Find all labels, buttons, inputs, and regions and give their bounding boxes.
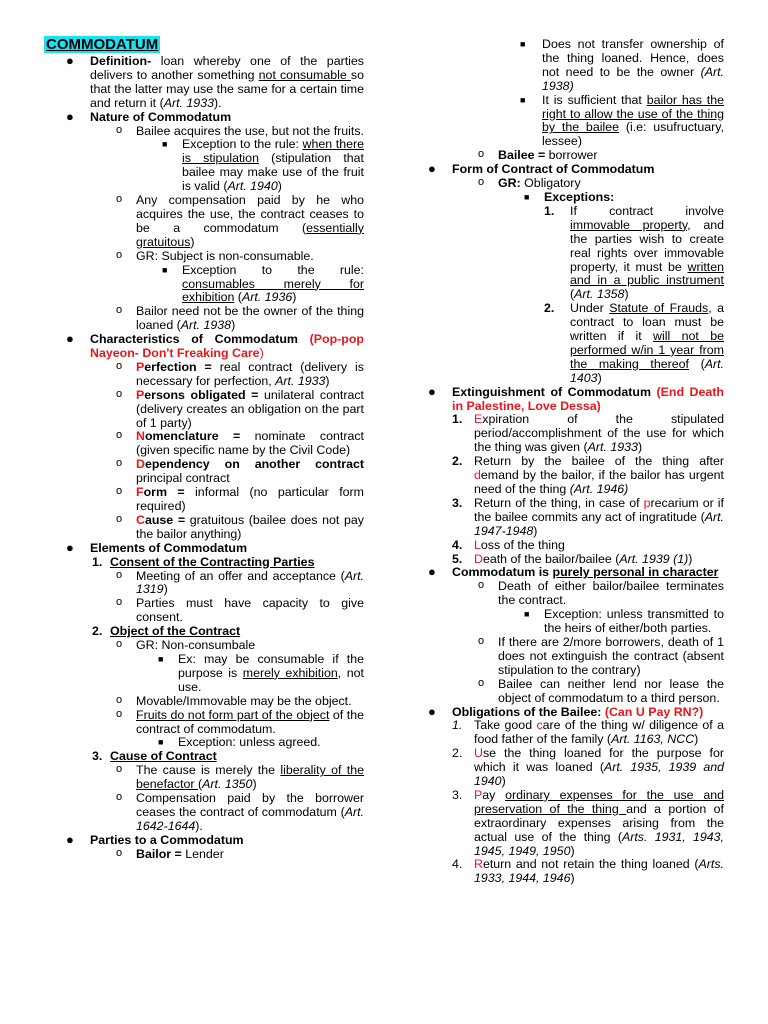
extinguishment-item (452, 539, 724, 553)
bailor-text: Lender (181, 846, 224, 861)
cause-text-2: ( (198, 777, 203, 792)
obligation-end: ) (570, 843, 575, 858)
list-number: 4. (452, 537, 463, 552)
article-ref: (Art. 1946) (569, 482, 629, 496)
circle-bullet-icon: o (116, 193, 123, 206)
exception-text-4: ) (597, 370, 602, 385)
circle-bullet-icon: o (116, 693, 123, 706)
main-list-right (412, 163, 724, 886)
bailor-item (90, 848, 364, 862)
form-exceptions (498, 191, 724, 386)
article-ref: (Art. 1938) (542, 64, 724, 93)
circle-bullet-icon: o (116, 457, 123, 470)
article-ref: Art. 1319 (136, 568, 364, 597)
article-ref: Art. 1935, 1939 and 1940 (474, 760, 724, 789)
mnemonic-letter: E (474, 412, 483, 427)
object-underline: Fruits do not form part of the object (136, 707, 330, 722)
bullet-icon: ● (428, 161, 436, 177)
extinguishment-text: xpiration of the stipulated period/accomplishment of the use for which the thing was given ( (474, 412, 724, 455)
elements-list (90, 556, 364, 834)
characteristic-text: real contract (delivery is necessary for perfection, (136, 359, 364, 388)
exceptions-list (544, 205, 724, 386)
circle-bullet-icon: o (116, 512, 123, 525)
personal-list (452, 580, 724, 705)
bullet-icon: ● (66, 53, 74, 68)
obligation-item (452, 789, 724, 859)
definition-text-3: ). (214, 95, 222, 110)
circle-bullet-icon: o (116, 387, 123, 400)
nature-item-text: Bailee acquires the use, but not the fruits. (136, 123, 364, 138)
obligation-item (452, 719, 724, 747)
characteristic-item (90, 361, 364, 389)
article-ref: Arts. 1933, 1944, 1946 (474, 857, 724, 886)
list-number: 3. (452, 787, 463, 802)
exception-underline-2: will not be performed w/in 1 year from the making thereof (570, 329, 724, 371)
consent-text: Parties must have capacity to give consent. (136, 596, 364, 625)
definition-text: loan whereby one of the parties delivers to another something (90, 54, 364, 82)
cause-item (110, 764, 364, 792)
obligation-text-2: and a portion of extraordinary expenses arising from the actual use of the thing ( (474, 801, 724, 844)
consent-text-2: ) (163, 582, 168, 597)
article-ref: Art. 1163, NCC (611, 732, 695, 747)
nature-item-4 (90, 305, 364, 333)
circle-bullet-icon: o (116, 763, 123, 776)
personal-underline: purely personal in character (552, 565, 719, 580)
cause-text-2: ). (195, 818, 203, 833)
square-bullet-icon: ■ (524, 191, 530, 202)
bailor-sub-item (412, 38, 724, 94)
elements-section (44, 539, 364, 834)
article-ref: Art. 1933 (275, 373, 326, 388)
list-number: 1. (452, 718, 463, 733)
personal-text: Bailee can neither lend nor lease the object of commodatum to a third person. (498, 676, 724, 705)
exception-text-4: ) (624, 287, 629, 302)
article-ref: Art. 1933 (587, 440, 638, 455)
characteristic-item (90, 458, 364, 486)
exception-text-3: ( (688, 356, 705, 371)
exception-underline: immovable property, (570, 217, 691, 232)
mnemonic-letter: D (474, 551, 483, 566)
mnemonic-close: ) (259, 346, 264, 361)
exception-1 (544, 205, 724, 302)
obligation-text: are of the thing w/ diligence of a food father of the family ( (474, 718, 724, 747)
exception-text: Exception: unless agreed. (178, 735, 321, 750)
characteristic-text: informal (no particular form required) (136, 485, 364, 513)
mnemonic-letter: P (474, 787, 483, 802)
characteristic-initial: C (136, 512, 145, 527)
circle-bullet-icon: o (116, 123, 123, 136)
extinguishment-item (452, 497, 724, 539)
bailor-sub-text: Does not transfer ownership of the thing loaned. Hence, does not need to be the owner (542, 37, 724, 79)
nature-item-underline: essentially gratuitous (136, 220, 364, 249)
exception-text: Ex: may be consumable if the purpose is (178, 651, 364, 680)
list-number: 2. (452, 746, 463, 761)
cause-text-3: ) (252, 777, 257, 792)
obligation-end: ) (570, 871, 575, 886)
exception-text-2: (stipulation that bailee may make use of the fruit is valid ( (182, 151, 364, 194)
form-gr (452, 177, 724, 386)
characteristics-mnemonic: (Pop-pop Nayeon- Don't Freaking Care (90, 332, 364, 361)
bailee-label: Bailee = (498, 148, 546, 163)
exception-underline-2: written and in a public instrument (570, 259, 724, 288)
definition-item (44, 55, 364, 111)
element-label: Cause of Contract (110, 749, 217, 764)
exception-text-2: , a contract to loan must be written if it (570, 301, 724, 344)
obligations-section (412, 703, 724, 887)
definition-underline: not consumable (258, 67, 351, 82)
bailor-sub-text: It is sufficient that (542, 92, 647, 107)
circle-bullet-icon: o (116, 596, 123, 609)
list-number: 2. (544, 301, 555, 316)
square-bullet-icon: ■ (520, 94, 526, 105)
article-ref: Art. 1947-1948 (474, 509, 724, 538)
article-ref: Art. 1940 (227, 179, 278, 194)
list-number: 3. (452, 495, 463, 510)
main-list-left (44, 55, 364, 862)
circle-bullet-icon: o (478, 148, 485, 161)
characteristics-heading: Characteristics of Commodatum (90, 332, 310, 347)
exception-text-2: ( (234, 290, 242, 305)
form-section (412, 163, 724, 386)
characteristic-end: ) (325, 373, 330, 388)
personal-item (452, 678, 724, 706)
consent-list (110, 570, 364, 626)
square-bullet-icon: ■ (162, 264, 168, 275)
circle-bullet-icon: o (116, 568, 123, 581)
personal-sublist (498, 608, 724, 636)
nature-sublist-2 (136, 264, 364, 306)
characteristic-initial: N (136, 429, 145, 444)
element-label: Object of the Contract (110, 624, 241, 639)
extinguishment-text: eath of the bailor/bailee ( (482, 551, 620, 566)
exception-text-3: ) (292, 290, 297, 305)
personal-exception (498, 608, 724, 636)
exception-underline: consumables merely for exhibition (182, 276, 364, 305)
characteristic-label: ersons obligated = (144, 387, 259, 402)
circle-bullet-icon: o (116, 429, 123, 442)
exception-underline: when there is stipulation (182, 137, 364, 166)
article-ref: Art. 1350 (202, 777, 253, 792)
nature-list (90, 125, 364, 334)
obligations-heading: Obligations of the Bailee: (452, 704, 605, 719)
article-ref: Art. 1403 (570, 356, 724, 385)
element-consent (90, 556, 364, 626)
extinguishment-item (452, 553, 724, 567)
bullet-icon: ● (428, 564, 436, 580)
obligation-underline: ordinary expenses for the use and preservation of the thing (474, 787, 724, 816)
definition-text-2: so that the latter may use the same for a certain time and return it ( (90, 67, 364, 110)
cause-list (110, 764, 364, 834)
exception-text: Exception to the rule: (182, 137, 303, 152)
personal-text: Death of either bailor/bailee terminates the contract. (498, 579, 724, 608)
object-text: Movable/Immovable may be the object. (136, 693, 352, 708)
obligation-text: se the thing loaned for the purpose for which it was loaned ( (474, 746, 724, 775)
personal-item (452, 636, 724, 678)
characteristic-initial: P (136, 359, 145, 374)
personal-heading: Commodatum is (452, 565, 553, 580)
extinguishment-end: ) (533, 523, 538, 538)
object-item (110, 695, 364, 709)
obligation-text: eturn and not retain the thing loaned ( (482, 857, 699, 872)
extinguishment-heading: Extinguishment of Commodatum (452, 384, 657, 399)
circle-bullet-icon: o (116, 791, 123, 804)
circle-bullet-icon: o (116, 485, 123, 498)
characteristic-text: gratuitous (bailee does not pay the bailor anything) (136, 512, 364, 541)
square-bullet-icon: ■ (158, 737, 164, 748)
cause-underline: liberality of the benefactor (136, 763, 364, 792)
article-ref: Arts. 1931, 1943, 1945, 1949, 1950 (474, 829, 724, 858)
extinguishment-text: oss of the thing (480, 537, 565, 552)
consent-text: Meeting of an offer and acceptance ( (136, 568, 345, 583)
obligation-item (452, 858, 724, 886)
mnemonic-letter: p (643, 495, 651, 510)
bailee-item (412, 149, 724, 163)
characteristics-list (90, 361, 364, 542)
nature-item-text: GR: Subject is non-consumable. (136, 248, 314, 263)
object-text: of the contract of commodatum. (136, 707, 364, 736)
article-ref: Art. 1933 (163, 95, 214, 110)
definition-label: Definition- (90, 54, 152, 68)
obligations-mnemonic: (Can U Pay RN?) (604, 704, 704, 719)
consent-item (110, 570, 364, 598)
circle-bullet-icon: o (478, 579, 485, 592)
circle-bullet-icon: o (116, 359, 123, 372)
cause-text: The cause is merely the (136, 763, 281, 778)
characteristic-text: nominate contract (given specific name by the Civil Code) (136, 429, 365, 458)
bailee-text: borrower (545, 148, 598, 163)
extinguishment-mnemonic: (End Death in Palestine, Love Dessa) (452, 384, 724, 413)
nature-item-text-2: ) (231, 318, 236, 333)
exception-text-2: and the parties wish to create real rights over immovable property, it must be (570, 217, 724, 274)
list-number: 1. (544, 203, 555, 218)
bullet-icon: ● (66, 108, 74, 124)
element-label: Consent of the Contracting Parties (110, 554, 315, 569)
extinguishment-pre: Return by the bailee of the thing after (474, 454, 724, 469)
characteristic-initial: F (136, 485, 144, 500)
characteristic-item (90, 430, 364, 458)
characteristic-text: unilateral contract (delivery creates an obligation on the part of 1 party) (136, 387, 364, 430)
obligations-list (452, 719, 724, 886)
object-sublist (136, 653, 364, 695)
extinguishment-end: ) (688, 551, 693, 566)
characteristic-item (90, 486, 364, 514)
nature-heading: Nature of Commodatum (90, 109, 232, 124)
personal-item (452, 580, 724, 636)
parties-section (44, 831, 364, 862)
exception-underline: Statute of Frauds (609, 301, 709, 316)
object-sublist-2 (136, 736, 364, 750)
object-exception (136, 736, 364, 750)
extinguishment-item (452, 413, 724, 455)
circle-bullet-icon: o (116, 638, 123, 651)
parties-heading: Parties to a Commodatum (90, 832, 244, 847)
exception-text-3: ) (277, 179, 282, 194)
list-number: 3. (92, 749, 103, 764)
personal-text: If there are 2/more borrowers, death of 1 does not extinguish the contract (absent stipulation to the contrary) (498, 634, 724, 677)
nature-item-3 (90, 250, 364, 306)
object-item (110, 639, 364, 695)
bullet-icon: ● (428, 383, 436, 399)
parties-list (90, 848, 364, 862)
circle-bullet-icon: o (116, 304, 123, 317)
mnemonic-letter: R (474, 857, 483, 872)
mnemonic-letter: c (536, 718, 543, 733)
exception-text: If contract involve (570, 203, 724, 218)
nature-item-text-2: ) (190, 234, 195, 249)
bullet-icon: ● (428, 703, 436, 719)
nature-item-1 (90, 125, 364, 195)
extinguishment-pre: Return of the thing, in case of (474, 495, 644, 510)
mnemonic-letter: L (474, 537, 481, 552)
circle-bullet-icon: o (478, 634, 485, 647)
bailor-label: Bailor = (136, 846, 182, 861)
nature-exception-1 (136, 138, 364, 194)
article-ref: Art. 1938 (180, 318, 232, 333)
object-item (110, 709, 364, 751)
extinguishment-list (452, 413, 724, 566)
nature-item-text: Any compensation paid by he who acquires the use, the contract ceases to be a commodatum ( (136, 193, 364, 235)
exception-text-3: ( (570, 287, 575, 302)
consent-item (110, 597, 364, 625)
exception-text: Exception to the rule: (182, 262, 364, 277)
obligation-end: ) (694, 732, 699, 747)
element-object (90, 625, 364, 750)
extinguishment-end: ) (637, 440, 643, 455)
characteristic-label: ause = (144, 512, 186, 527)
nature-item-2 (90, 194, 364, 250)
circle-bullet-icon: o (478, 676, 485, 689)
characteristic-item (90, 514, 364, 542)
list-number: 4. (452, 857, 463, 872)
obligation-text: ay (482, 787, 506, 802)
bailor-continued-list (412, 38, 724, 163)
article-ref: Art. 1936 (241, 290, 293, 305)
personal-section (412, 566, 724, 705)
exception-2 (544, 302, 724, 385)
exception-underline: merely exhibition (242, 665, 338, 680)
obligation-pre: Take good (474, 718, 537, 733)
exception-text-2: , not use. (178, 665, 364, 694)
extinguishment-section (412, 383, 724, 567)
characteristic-text: principal contract (136, 471, 230, 486)
bullet-icon: ● (66, 831, 74, 847)
element-cause (90, 750, 364, 833)
characteristic-label: ependency on another contract (144, 457, 364, 472)
cause-text: Compensation paid by the borrower ceases the contract of commodatum ( (136, 791, 364, 819)
square-bullet-icon: ■ (524, 609, 530, 620)
exception-text: Exception: unless transmitted to the heirs of either/both parties. (544, 607, 724, 636)
circle-bullet-icon: o (116, 707, 123, 720)
article-ref: Art. 1358 (574, 287, 625, 302)
bailor-sub-underline: bailor has the right to allow the use of the thing by the bailee (542, 92, 724, 135)
exceptions-label: Exceptions: (544, 189, 615, 204)
nature-sublist (136, 138, 364, 194)
list-number: 2. (452, 454, 463, 469)
list-number: 1. (92, 554, 103, 569)
form-heading: Form of Contract of Commodatum (452, 162, 655, 177)
exception-text: Under (570, 301, 610, 316)
square-bullet-icon: ■ (158, 653, 164, 664)
left-column (44, 36, 364, 862)
circle-bullet-icon: o (116, 248, 123, 261)
page-title: COMMODATUM (46, 36, 159, 53)
nature-exception-2 (136, 264, 364, 306)
right-column (412, 38, 724, 886)
extinguishment-text: recarium or if the bailee commits any act of ingratitude ( (474, 495, 724, 524)
list-number: 1. (452, 412, 463, 427)
characteristics-section (44, 333, 364, 542)
mnemonic-letter: U (474, 746, 483, 761)
exceptions-item (498, 191, 724, 386)
article-ref: Art. 1939 (1) (619, 551, 689, 566)
object-text: GR: Non-consumbale (136, 638, 256, 653)
list-number: 5. (452, 551, 463, 566)
circle-bullet-icon: o (478, 176, 485, 189)
bailor-sub-text-2: (i.e: usufructuary, lessee) (542, 120, 724, 149)
article-ref: Art. 1642-1644 (136, 804, 364, 833)
square-bullet-icon: ■ (520, 39, 526, 49)
extinguishment-item (452, 455, 724, 497)
elements-heading: Elements of Commodatum (90, 540, 247, 555)
bullet-icon: ● (66, 331, 74, 347)
object-exception (136, 653, 364, 695)
bullet-icon: ● (66, 539, 74, 555)
nature-section (44, 108, 364, 334)
gr-label: GR: (498, 176, 521, 191)
form-list (452, 177, 724, 386)
characteristic-label: omenclature = (144, 429, 241, 444)
cause-item (110, 792, 364, 834)
square-bullet-icon: ■ (162, 139, 168, 150)
list-number: 2. (92, 624, 103, 639)
mnemonic-letter: d (474, 468, 481, 483)
obligation-item (452, 747, 724, 789)
circle-bullet-icon: o (116, 846, 123, 859)
gr-text: Obligatory (520, 176, 581, 191)
extinguishment-text: emand by the bailor, if the bailor has urgent need of the thing (474, 468, 724, 496)
bailor-sub-item (412, 94, 724, 150)
characteristic-label: erfection = (144, 359, 212, 374)
object-list (110, 639, 364, 750)
obligation-end: ) (501, 774, 506, 789)
characteristic-label: orm = (143, 485, 185, 500)
characteristic-initial: P (136, 387, 145, 402)
characteristic-item (90, 389, 364, 431)
nature-item-text: Bailor need not be the owner of the thing loaned ( (136, 304, 364, 333)
characteristic-initial: D (136, 457, 145, 472)
